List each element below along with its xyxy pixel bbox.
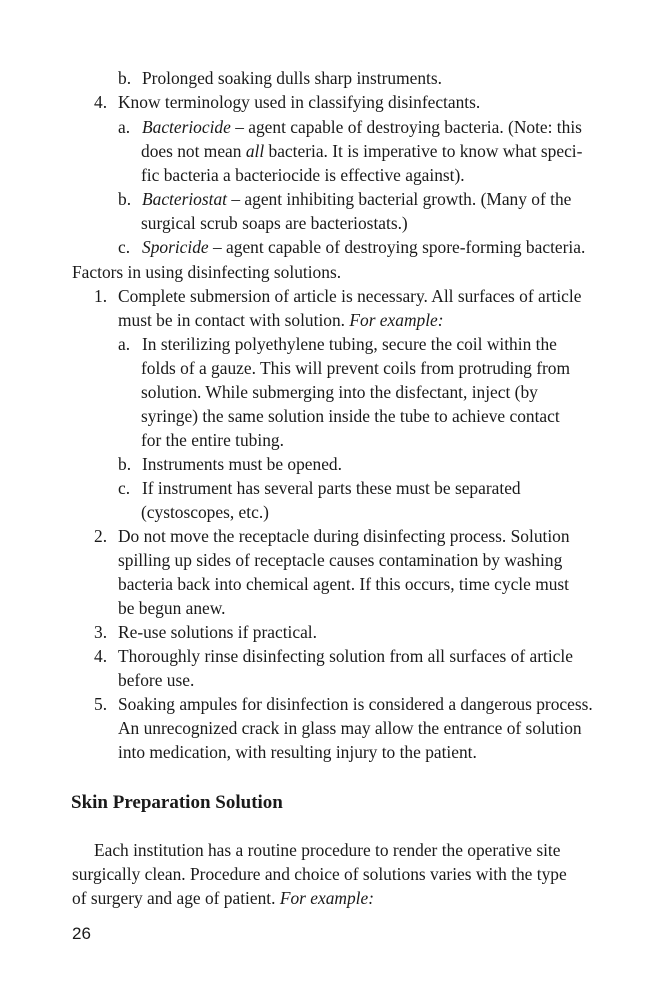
line-text: before use. — [118, 670, 195, 690]
text-line — [118, 116, 582, 140]
list-marker: b. — [118, 454, 132, 474]
line-text: bacteria. It is imperative to know what speci- — [264, 141, 583, 161]
text-line — [94, 91, 480, 115]
term: Sporicide — [142, 237, 209, 257]
line-text: bacteria back into chemical agent. If this occurs, time cycle must — [118, 574, 570, 594]
text-line — [118, 477, 521, 501]
text-line — [118, 236, 585, 260]
text-line — [72, 863, 567, 887]
text-line — [141, 212, 408, 236]
text-line — [141, 429, 284, 453]
list-marker: b. — [118, 189, 132, 209]
list-marker: a. — [118, 117, 131, 137]
text-line — [118, 188, 571, 212]
emphasis: For example: — [349, 310, 444, 330]
text-line — [118, 597, 226, 621]
line-text: – agent inhibiting bacterial growth. (Many of the — [227, 189, 572, 209]
list-marker: 4. — [94, 92, 108, 112]
line-text: Prolonged soaking dulls sharp instruments. — [142, 68, 442, 88]
line-text: Thoroughly rinse disinfecting solution from all surfaces of article — [118, 646, 573, 666]
line-text: surgical scrub soaps are bacteriostats.) — [141, 213, 408, 233]
text-line — [141, 405, 560, 429]
line-text: into medication, with resulting injury to the patient. — [118, 742, 477, 762]
text-line — [141, 140, 582, 164]
line-text: In sterilizing polyethylene tubing, secure the coil within the — [142, 334, 557, 354]
text-line — [94, 285, 581, 309]
text-line — [141, 357, 570, 381]
list-marker: 1. — [94, 286, 108, 306]
text-line — [72, 261, 341, 285]
text-line — [118, 67, 442, 91]
list-marker: a. — [118, 334, 131, 354]
text-line — [118, 453, 342, 477]
line-text: fic bacteria a bacteriocide is effective against). — [141, 165, 465, 185]
line-text: Know terminology used in classifying disinfectants. — [118, 92, 481, 112]
text-line — [118, 309, 444, 333]
line-text: for the entire tubing. — [141, 430, 284, 450]
line-text: spilling up sides of receptacle causes contamination by washing — [118, 550, 563, 570]
text-line — [118, 573, 569, 597]
line-text: of surgery and age of patient. — [72, 888, 280, 908]
line-text: An unrecognized crack in glass may allow the entrance of solution — [118, 718, 582, 738]
line-text: folds of a gauze. This will prevent coils from protruding from — [141, 358, 571, 378]
text-line — [141, 381, 538, 405]
list-marker: c. — [118, 478, 131, 498]
line-text: does not mean — [141, 141, 246, 161]
list-marker: 5. — [94, 694, 108, 714]
text-line — [118, 669, 194, 693]
line-text: must be in contact with solution. — [118, 310, 350, 330]
text-line — [72, 887, 374, 911]
text-line — [94, 621, 317, 645]
page-number: 26 — [72, 924, 91, 943]
list-marker: 2. — [94, 526, 108, 546]
text-line — [141, 164, 465, 188]
term: Bacteriocide — [142, 117, 231, 137]
text-line — [141, 501, 269, 525]
line-text: Complete submersion of article is necessary. All surfaces of article — [118, 286, 582, 306]
line-text: Do not move the receptacle during disinfecting process. Solution — [118, 526, 570, 546]
line-text: Factors in using disinfecting solutions. — [72, 262, 342, 282]
list-marker: c. — [118, 237, 131, 257]
text-line — [118, 549, 562, 573]
line-text: Instruments must be opened. — [142, 454, 342, 474]
term: Bacteriostat — [142, 189, 228, 209]
list-marker: 3. — [94, 622, 108, 642]
text-line — [118, 333, 557, 357]
line-text: If instrument has several parts these must be separated — [142, 478, 521, 498]
list-marker: 4. — [94, 646, 108, 666]
line-text: solution. While submerging into the disfectant, inject (by — [141, 382, 538, 402]
text-line — [94, 839, 560, 863]
line-text: Each institution has a routine procedure to render the operative site — [94, 840, 561, 860]
text-line — [118, 717, 582, 741]
section-heading: Skin Preparation Solution — [71, 792, 283, 813]
text-line — [118, 741, 477, 765]
line-text: – agent capable of destroying bacteria. (Note: this — [230, 117, 582, 137]
text-line — [94, 645, 573, 669]
text-line — [94, 525, 570, 549]
line-text: Soaking ampules for disinfection is considered a dangerous process. — [118, 694, 593, 714]
text-line — [94, 693, 593, 717]
line-text: Re-use solutions if practical. — [118, 622, 317, 642]
line-text: – agent capable of destroying spore-forming bacteria. — [208, 237, 586, 257]
emphasis: For example: — [279, 888, 374, 908]
line-text: surgically clean. Procedure and choice of solutions varies with the type — [72, 864, 567, 884]
list-marker: b. — [118, 68, 132, 88]
line-text: (cystoscopes, etc.) — [141, 502, 269, 522]
term: all — [245, 141, 265, 161]
line-text: syringe) the same solution inside the tube to achieve contact — [141, 406, 560, 426]
line-text: be begun anew. — [118, 598, 226, 618]
